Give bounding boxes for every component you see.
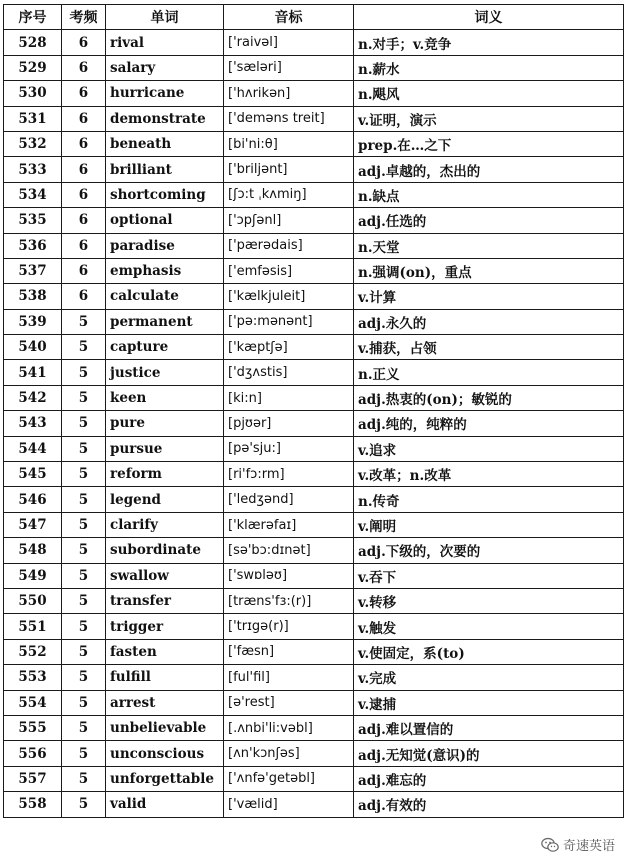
cell-meaning: v.改革；n.改革 [354,462,624,487]
table-row [4,462,624,487]
cell-number: 552 [4,639,62,664]
table-row [4,512,624,537]
cell-phonetic: ['deməns treit] [224,106,354,131]
table-row [4,588,624,613]
cell-frequency: 5 [62,411,106,436]
table-row [4,741,624,766]
cell-word: justice [106,360,224,385]
cell-meaning: n.缺点 [354,182,624,207]
cell-number: 550 [4,588,62,613]
header-meaning: 词义 [354,5,624,30]
table-row [4,487,624,512]
cell-phonetic: ['ʌnfə'getəbl] [224,766,354,791]
cell-meaning: v.追求 [354,436,624,461]
cell-word: unforgettable [106,766,224,791]
table-row [4,106,624,131]
cell-phonetic: [pjʊər] [224,411,354,436]
cell-meaning: n.正义 [354,360,624,385]
cell-number: 555 [4,715,62,740]
cell-phonetic: [ri'fɔ:rm] [224,462,354,487]
cell-frequency: 6 [62,208,106,233]
table-row [4,792,624,817]
cell-frequency: 6 [62,30,106,55]
cell-number: 546 [4,487,62,512]
header-phonetic: 音标 [224,5,354,30]
cell-phonetic: ['kælkjuleit] [224,284,354,309]
table-row [4,715,624,740]
table-row [4,55,624,80]
cell-number: 536 [4,233,62,258]
cell-number: 539 [4,309,62,334]
table-row [4,335,624,360]
cell-phonetic: [ʌn'kɔnʃəs] [224,741,354,766]
cell-word: pursue [106,436,224,461]
cell-phonetic: ['hʌrikən] [224,81,354,106]
cell-frequency: 5 [62,512,106,537]
table-header-row [4,5,624,30]
cell-word: clarify [106,512,224,537]
cell-meaning: v.吞下 [354,563,624,588]
cell-frequency: 6 [62,81,106,106]
table-row [4,233,624,258]
cell-phonetic: ['swɒləʊ] [224,563,354,588]
cell-frequency: 5 [62,766,106,791]
cell-meaning: adj.卓越的，杰出的 [354,157,624,182]
cell-number: 548 [4,538,62,563]
cell-word: keen [106,385,224,410]
cell-number: 533 [4,157,62,182]
cell-meaning: v.捕获，占领 [354,335,624,360]
cell-frequency: 5 [62,385,106,410]
cell-word: salary [106,55,224,80]
cell-number: 529 [4,55,62,80]
cell-number: 535 [4,208,62,233]
cell-number: 558 [4,792,62,817]
cell-word: emphasis [106,258,224,283]
cell-word: hurricane [106,81,224,106]
table-row [4,131,624,156]
cell-frequency: 6 [62,106,106,131]
cell-phonetic: [.ʌnbi'li:vəbl] [224,715,354,740]
cell-word: capture [106,335,224,360]
cell-word: unbelievable [106,715,224,740]
cell-number: 553 [4,665,62,690]
cell-frequency: 6 [62,131,106,156]
table-row [4,436,624,461]
cell-frequency: 5 [62,588,106,613]
cell-frequency: 5 [62,792,106,817]
cell-phonetic: ['kæptʃə] [224,335,354,360]
cell-meaning: n.薪水 [354,55,624,80]
cell-phonetic: ['klærəfaɪ] [224,512,354,537]
cell-word: permanent [106,309,224,334]
cell-frequency: 5 [62,690,106,715]
watermark [538,834,618,855]
cell-frequency: 5 [62,563,106,588]
cell-meaning: v.逮捕 [354,690,624,715]
cell-meaning: adj.任选的 [354,208,624,233]
cell-phonetic: [bi'ni:θ] [224,131,354,156]
header-number: 序号 [4,5,62,30]
table-row [4,309,624,334]
vocabulary-sheet [3,4,623,818]
cell-meaning: adj.难以置信的 [354,715,624,740]
table-row [4,639,624,664]
cell-number: 537 [4,258,62,283]
cell-number: 542 [4,385,62,410]
cell-word: pure [106,411,224,436]
table-row [4,182,624,207]
cell-frequency: 5 [62,360,106,385]
header-word: 单词 [106,5,224,30]
cell-meaning: adj.下级的，次要的 [354,538,624,563]
cell-frequency: 5 [62,715,106,740]
cell-number: 557 [4,766,62,791]
cell-phonetic: ['dʒʌstis] [224,360,354,385]
cell-word: valid [106,792,224,817]
cell-number: 551 [4,614,62,639]
cell-frequency: 5 [62,639,106,664]
cell-meaning: n.对手；v.竞争 [354,30,624,55]
cell-word: swallow [106,563,224,588]
cell-number: 538 [4,284,62,309]
cell-frequency: 5 [62,335,106,360]
cell-word: legend [106,487,224,512]
cell-frequency: 6 [62,258,106,283]
vocabulary-table [3,4,624,818]
cell-phonetic: [ki:n] [224,385,354,410]
table-row [4,30,624,55]
cell-frequency: 6 [62,182,106,207]
cell-meaning: v.转移 [354,588,624,613]
cell-phonetic: ['trɪgə(r)] [224,614,354,639]
cell-meaning: v.完成 [354,665,624,690]
cell-frequency: 5 [62,665,106,690]
table-row [4,766,624,791]
cell-frequency: 5 [62,436,106,461]
cell-number: 544 [4,436,62,461]
cell-meaning: prep.在…之下 [354,131,624,156]
cell-meaning: adj.难忘的 [354,766,624,791]
cell-meaning: n.天堂 [354,233,624,258]
cell-phonetic: ['fæsn] [224,639,354,664]
cell-number: 554 [4,690,62,715]
cell-phonetic: ['emfəsis] [224,258,354,283]
cell-meaning: n.飓风 [354,81,624,106]
cell-frequency: 5 [62,538,106,563]
cell-number: 530 [4,81,62,106]
cell-number: 545 [4,462,62,487]
cell-number: 549 [4,563,62,588]
table-body [4,30,624,817]
table-row [4,157,624,182]
cell-number: 547 [4,512,62,537]
cell-word: fasten [106,639,224,664]
cell-meaning: v.阐明 [354,512,624,537]
cell-frequency: 6 [62,284,106,309]
cell-number: 556 [4,741,62,766]
cell-phonetic: ['ɔpʃənl] [224,208,354,233]
table-row [4,563,624,588]
cell-word: trigger [106,614,224,639]
cell-frequency: 5 [62,741,106,766]
cell-meaning: adj.纯的，纯粹的 [354,411,624,436]
cell-word: paradise [106,233,224,258]
table-row [4,411,624,436]
cell-frequency: 6 [62,233,106,258]
cell-phonetic: [sə'bɔ:dɪnət] [224,538,354,563]
cell-meaning: v.使固定，系(to) [354,639,624,664]
cell-word: optional [106,208,224,233]
cell-number: 540 [4,335,62,360]
cell-meaning: adj.有效的 [354,792,624,817]
cell-word: beneath [106,131,224,156]
cell-frequency: 5 [62,614,106,639]
cell-frequency: 6 [62,157,106,182]
cell-number: 531 [4,106,62,131]
cell-word: rival [106,30,224,55]
cell-word: shortcoming [106,182,224,207]
cell-word: demonstrate [106,106,224,131]
cell-phonetic: ['vælid] [224,792,354,817]
table-row [4,208,624,233]
cell-phonetic: [ʃɔ:t ˌkʌmiŋ] [224,182,354,207]
cell-meaning: n.传奇 [354,487,624,512]
cell-meaning: adj.热衷的(on)；敏锐的 [354,385,624,410]
cell-frequency: 5 [62,309,106,334]
cell-phonetic: ['raivəl] [224,30,354,55]
cell-phonetic: [ful'fil] [224,665,354,690]
cell-frequency: 5 [62,487,106,512]
table-row [4,360,624,385]
table-row [4,81,624,106]
cell-meaning: adj.无知觉(意识)的 [354,741,624,766]
cell-number: 543 [4,411,62,436]
table-row [4,258,624,283]
cell-phonetic: ['briljənt] [224,157,354,182]
table-row [4,284,624,309]
cell-word: subordinate [106,538,224,563]
cell-phonetic: [pə'sju:] [224,436,354,461]
cell-phonetic: [ə'rest] [224,690,354,715]
wechat-icon [541,837,559,853]
cell-phonetic: [træns'fɜ:(r)] [224,588,354,613]
cell-meaning: n.强调(on)，重点 [354,258,624,283]
cell-meaning: adj.永久的 [354,309,624,334]
cell-phonetic: ['ledʒənd] [224,487,354,512]
cell-phonetic: ['sæləri] [224,55,354,80]
table-row [4,665,624,690]
cell-number: 528 [4,30,62,55]
cell-frequency: 6 [62,55,106,80]
cell-number: 541 [4,360,62,385]
cell-phonetic: ['pærədais] [224,233,354,258]
cell-phonetic: ['pə:mənənt] [224,309,354,334]
cell-word: transfer [106,588,224,613]
cell-word: fulfill [106,665,224,690]
table-row [4,614,624,639]
cell-number: 532 [4,131,62,156]
table-row [4,385,624,410]
cell-meaning: v.证明，演示 [354,106,624,131]
cell-word: brilliant [106,157,224,182]
cell-meaning: v.计算 [354,284,624,309]
cell-word: unconscious [106,741,224,766]
cell-word: reform [106,462,224,487]
cell-word: arrest [106,690,224,715]
table-row [4,690,624,715]
header-frequency: 考频 [62,5,106,30]
cell-meaning: v.触发 [354,614,624,639]
cell-frequency: 5 [62,462,106,487]
cell-word: calculate [106,284,224,309]
watermark-label: 奇速英语 [562,839,615,854]
cell-number: 534 [4,182,62,207]
table-row [4,538,624,563]
